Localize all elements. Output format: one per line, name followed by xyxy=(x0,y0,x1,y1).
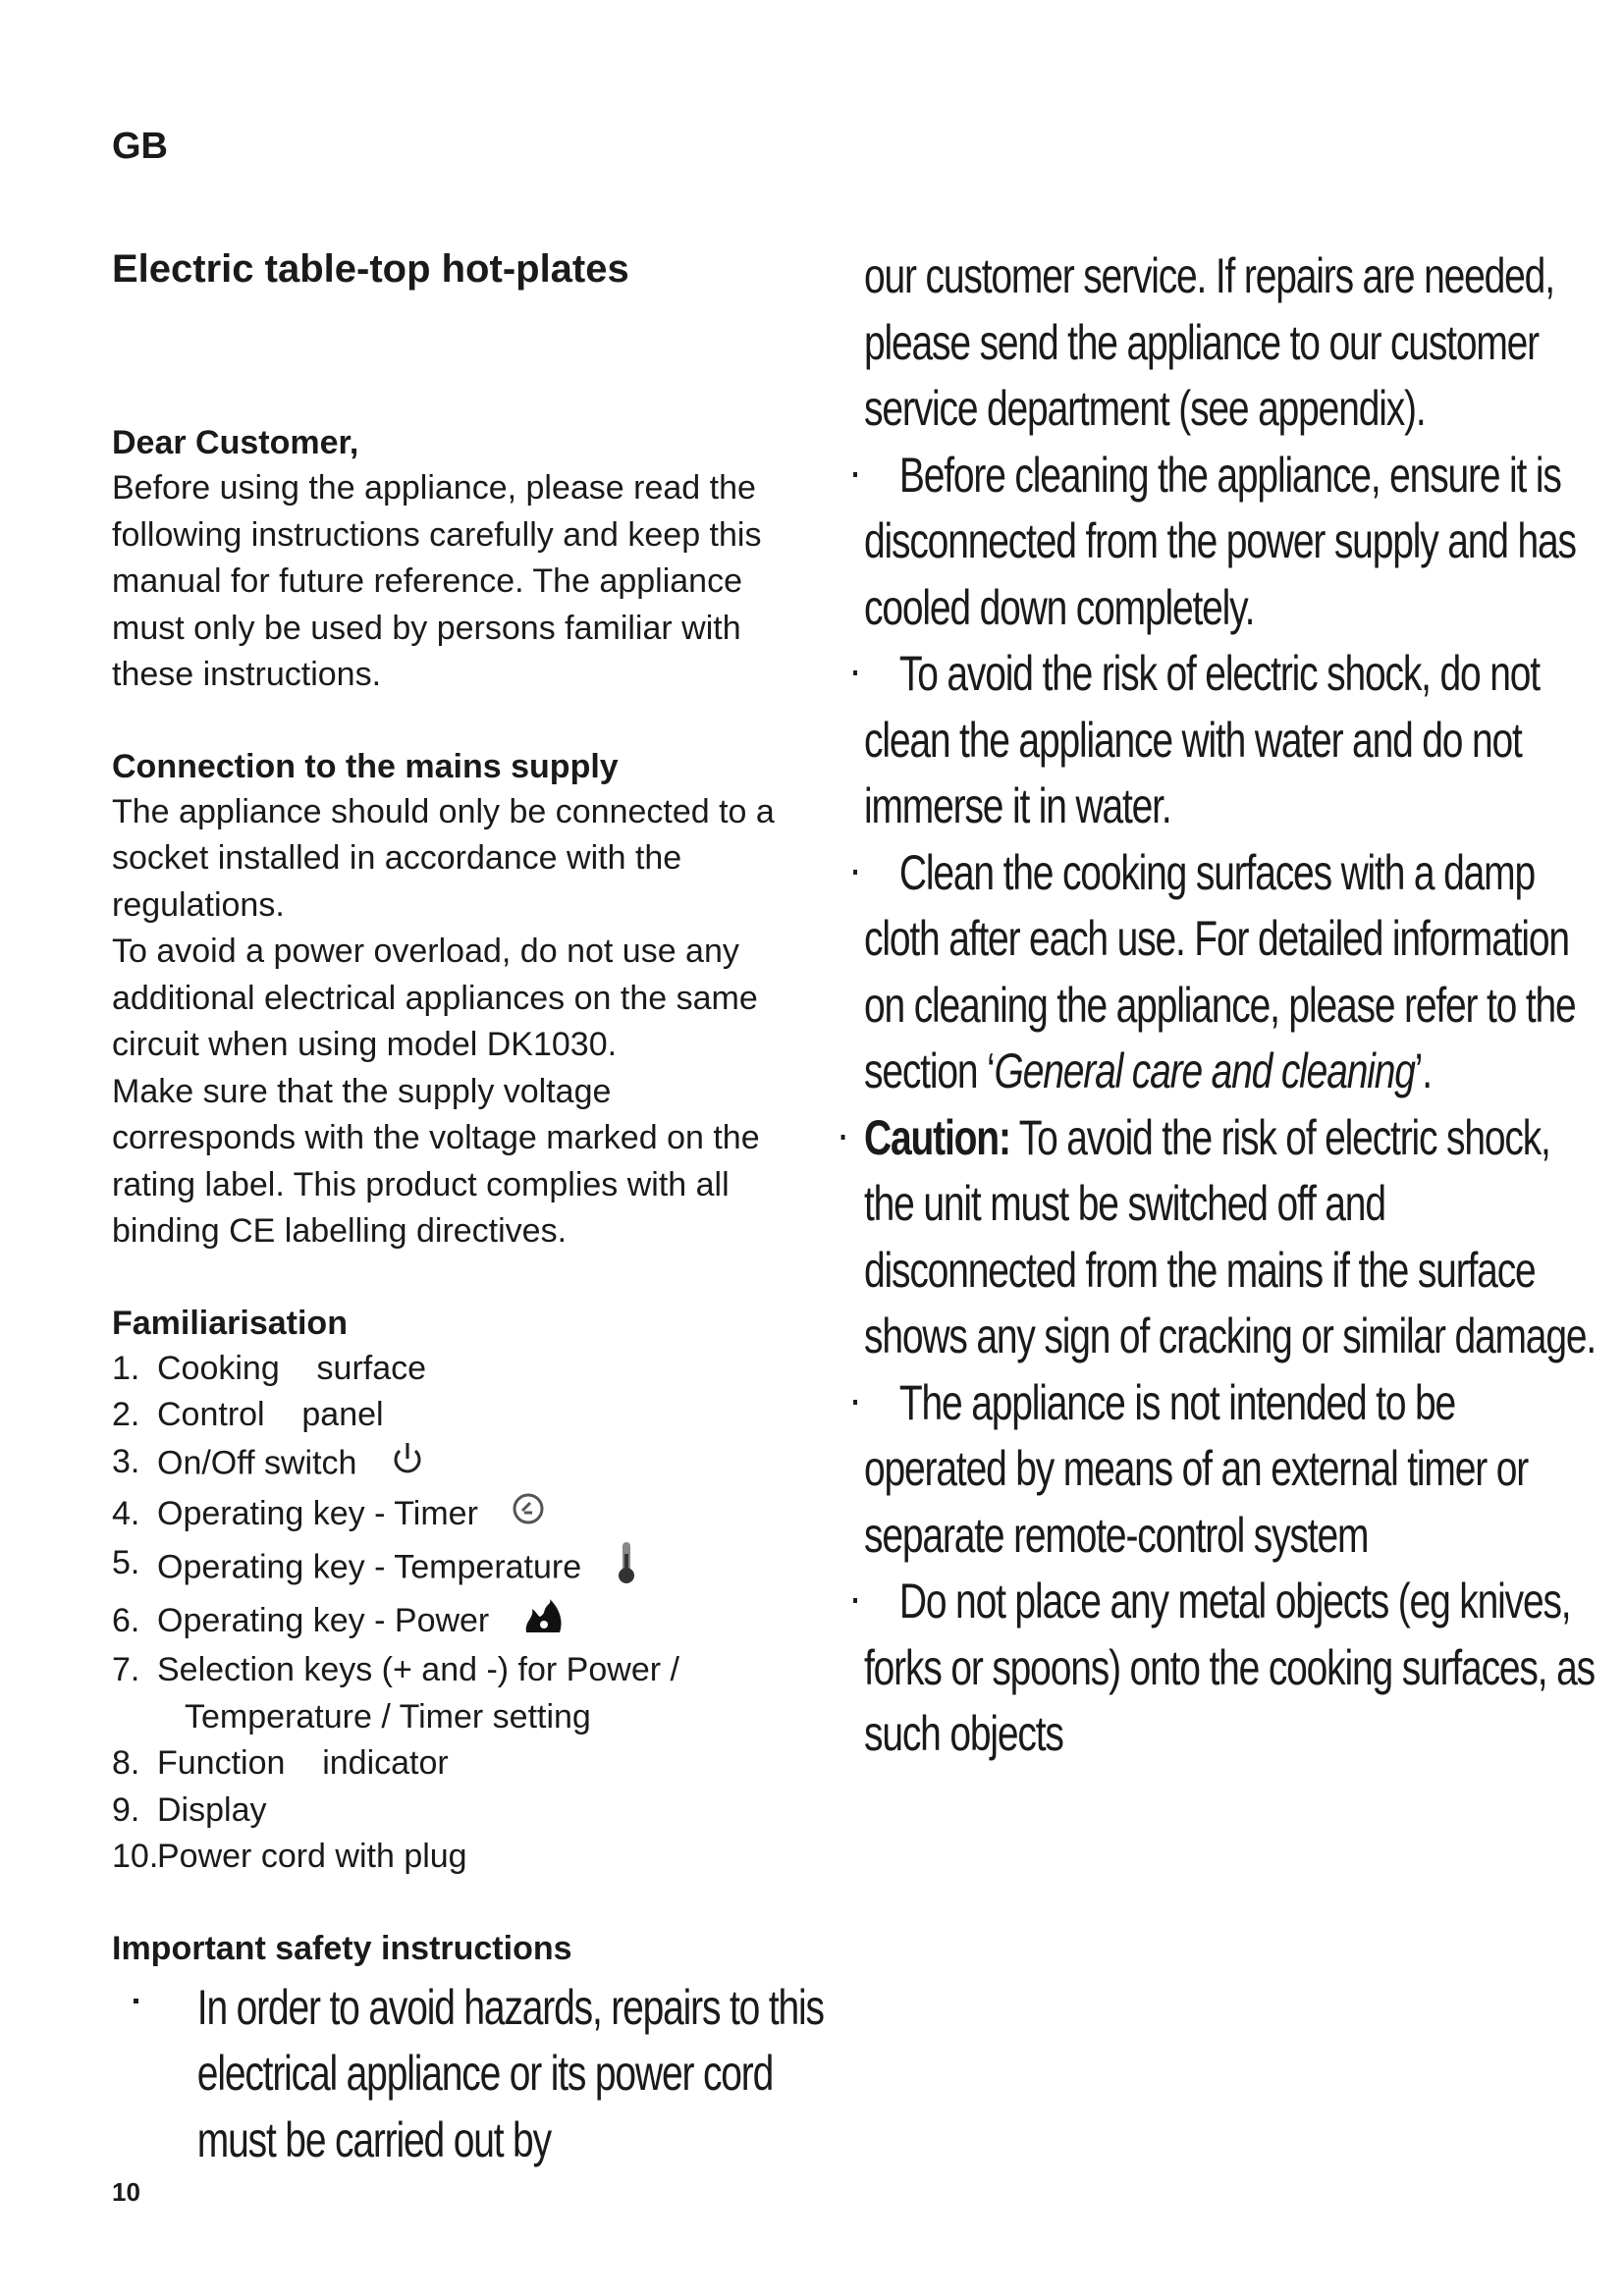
safety-item-caution: Caution: To avoid the risk of electric shock, the unit must be switched off and disconnected from the mains if the surface shows any sign of cracking or similar damage. xyxy=(864,1105,1599,1370)
dear-customer-heading: Dear Customer, xyxy=(112,424,359,461)
list-item: 9. Display xyxy=(112,1790,267,1829)
caution-label: Caution: xyxy=(864,1109,1010,1165)
document-title: Electric table-top hot-plates xyxy=(112,247,629,291)
page-number: 10 xyxy=(112,2177,140,2207)
safety-item: Do not place any metal objects (eg knives, forks or spoons) onto the cooking surfaces, as such objects xyxy=(864,1569,1599,1768)
list-item: 6. Operating key - Power xyxy=(112,1598,799,1647)
language-code: GB xyxy=(112,126,168,167)
safety-item: Clean the cooking surfaces with a damp cloth after each use. For detailed information on cleaning the appliance, please refer to the section ‘General care and cleaning’. xyxy=(864,840,1599,1105)
safety-item: Before cleaning the appliance, ensure it is disconnected from the power supply and has cooled down completely. xyxy=(864,443,1599,642)
left-column xyxy=(112,245,824,2173)
safety-heading: Important safety instructions xyxy=(112,1929,572,1967)
bullet-icon xyxy=(853,1598,857,1603)
list-item: 5. Operating key - Temperature xyxy=(112,1540,799,1599)
connection-text-1: The appliance should only be connected to a socket installed in accordance with the regulations. xyxy=(112,792,775,924)
bullet-icon xyxy=(134,1999,138,2003)
safety-item: In order to avoid hazards, repairs to this electrical appliance or its power cord must be carried out by xyxy=(151,1975,799,2174)
bullet-icon xyxy=(853,670,857,675)
bullet-icon xyxy=(853,472,857,477)
bullet-icon xyxy=(853,1400,857,1405)
connection-text-3: Make sure that the supply voltage corresponds with the voltage marked on the rating label. This product complies with all binding CE labelling directives. xyxy=(112,1072,760,1250)
connection-heading: Connection to the mains supply xyxy=(112,747,619,785)
power-icon xyxy=(390,1439,425,1492)
thermometer-icon xyxy=(615,1540,638,1599)
bullet-icon xyxy=(841,1135,845,1140)
timer-icon xyxy=(511,1491,546,1540)
list-item: 4. Operating key - Timer xyxy=(112,1491,799,1540)
list-item: 8. Function indicator xyxy=(112,1744,449,1783)
connection-text-2: To avoid a power overload, do not use any additional electrical appliances on the same circuit when using model DK1030. xyxy=(112,933,758,1063)
dear-customer-text: Before using the appliance, please read the following instructions carefully and keep this manual for future reference. The appliance must only be used by persons familiar with these instructions. xyxy=(112,469,762,693)
list-item: 2. Control panel xyxy=(112,1396,384,1433)
list-item: 7. Selection keys (+ and -) for Power / Temperature / Timer setting xyxy=(112,1651,679,1735)
list-item: 10. Power cord with plug xyxy=(112,1838,467,1876)
right-column xyxy=(864,243,1597,1768)
flame-icon xyxy=(522,1599,566,1648)
familiarisation-heading: Familiarisation xyxy=(112,1304,348,1342)
familiarisation-list xyxy=(112,1346,799,1881)
safety-item: The appliance is not intended to be operated by means of an external timer or separate remote-control system xyxy=(864,1370,1599,1570)
list-item: 3. On/Off switch xyxy=(112,1439,799,1492)
list-item: 1. Cooking surface xyxy=(112,1349,427,1387)
safety-item: To avoid the risk of electric shock, do not clean the appliance with water and do not immerse it in water. xyxy=(864,641,1599,840)
bullet-icon xyxy=(853,870,857,875)
safety-continued: our customer service. If repairs are needed, please send the appliance to our customer service department (see appendix). xyxy=(864,248,1554,436)
